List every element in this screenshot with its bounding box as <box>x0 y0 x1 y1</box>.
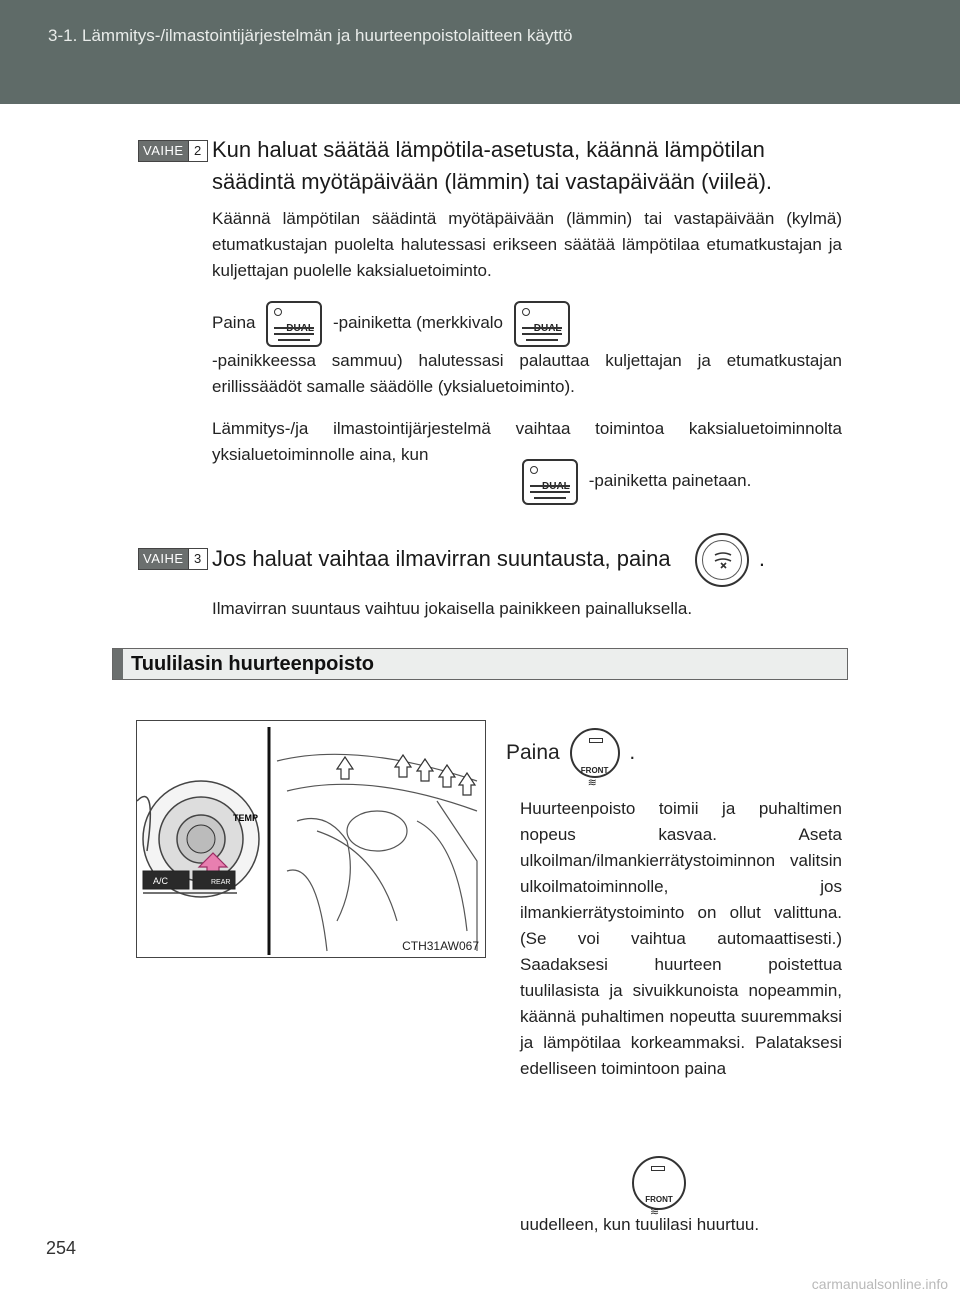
airflow-icon <box>711 549 735 573</box>
section-title: 3-1. Lämmitys-/ilmastointijärjestelmän ja huurteenpoistolaitteen käyttö <box>48 26 573 45</box>
step-number: 2 <box>188 141 207 161</box>
page-header <box>0 0 960 104</box>
ac-label: A/C <box>153 876 169 886</box>
text-fragment: -painiketta (merkkivalo <box>332 313 504 332</box>
front-label: FRONT <box>580 766 609 776</box>
defrost-body: Huurteenpoisto toimii ja puhaltimen nopeus kasvaa. Aseta ulkoilman/ilmankierrätystoiminnon valitsin ulkoilmatoiminnolle, jos ilmankierrätystoiminto on ollut valittuna. (Se voi vaihtua automaattisesti.) Saadaksesi huurteen poistettua tuulilasista ja sivuikkunoista nopeammin, käännä puhaltimen nopeutta suuremmaksi ja lämpötilaa korkeammaksi. Palataksesi edelliseen toimintoon paina <box>520 799 842 1078</box>
front-defrost-button-icon <box>570 728 620 790</box>
dual-button-icon <box>522 459 578 505</box>
dashboard-figure <box>136 720 486 958</box>
section-title-text: Tuulilasin huurteenpoisto <box>131 653 374 675</box>
dual-button-icon <box>514 301 570 347</box>
step-label: VAIHE <box>139 549 188 569</box>
watermark: carmanualsonline.info <box>811 1276 948 1292</box>
text-fragment: Lämmitys-/ja ilmastointijärjestelmä vaihtaa toimintoa kaksialuetoiminnolta yksialuetoiminnolle aina, kun <box>212 419 842 464</box>
section-heading <box>112 648 848 680</box>
step3-paragraph: Ilmavirran suuntaus vaihtuu jokaisella painikkeen painalluksella. <box>212 599 693 618</box>
step-label: VAIHE <box>139 141 188 161</box>
dual-label <box>286 306 314 352</box>
step2-paragraph-3-cont <box>212 458 842 505</box>
temp-label: TEMP <box>233 813 259 823</box>
text-fragment: -painiketta painetaan. <box>588 471 752 490</box>
front-defrost-button-icon <box>632 1156 686 1218</box>
airflow-button-icon <box>695 533 749 587</box>
page-number: 254 <box>46 1238 77 1258</box>
defrost-icon: ≋ <box>650 1205 660 1218</box>
defrost-end <box>520 1154 842 1218</box>
defrost-instruction <box>506 726 828 790</box>
front-label: FRONT <box>645 1194 673 1204</box>
step3-title <box>212 532 848 587</box>
step-badge-3 <box>138 548 208 570</box>
step2-paragraph-2 <box>212 300 842 347</box>
defrost-end-text: uudelleen, kun tuulilasi huurtuu. <box>520 1215 760 1234</box>
dual-label <box>534 306 562 352</box>
figure-code: CTH31AW067 <box>402 939 479 953</box>
text-fragment: Paina <box>212 313 256 332</box>
rear-label: REAR <box>211 879 231 886</box>
text-fragment: . <box>758 546 765 571</box>
dual-button-icon <box>266 301 322 347</box>
text-fragment: . <box>629 741 636 764</box>
step2-paragraph-1: Käännä lämpötilan säädintä myötäpäivään (lämmin) tai vastapäivään (kylmä) etumatkustajan puolelta halutessasi erikseen säätää lämpötilaa etumatkustajan ja kuljettajan puolelle kaksialuetoiminto. <box>212 209 842 280</box>
text-fragment: Paina <box>506 741 560 764</box>
dashboard-illustration <box>137 721 486 958</box>
text-fragment: Jos haluat vaihtaa ilmavirran suuntausta, paina <box>212 546 671 571</box>
dual-label <box>542 464 570 510</box>
step2-title: Kun haluat säätää lämpötila-asetusta, käännä lämpötilan säädintä myötäpäivään (lämmin) tai vastapäivään (viileä). <box>212 137 773 194</box>
step2-paragraph-2-cont: -painikkeessa sammuu) halutessasi palauttaa kuljettajan ja etumatkustajan erillissäädöt samalle säädölle (yksialuetoiminto). <box>212 351 842 396</box>
step-badge-2 <box>138 140 208 162</box>
step-number: 3 <box>188 549 207 569</box>
defrost-icon: ≋ <box>587 777 597 790</box>
